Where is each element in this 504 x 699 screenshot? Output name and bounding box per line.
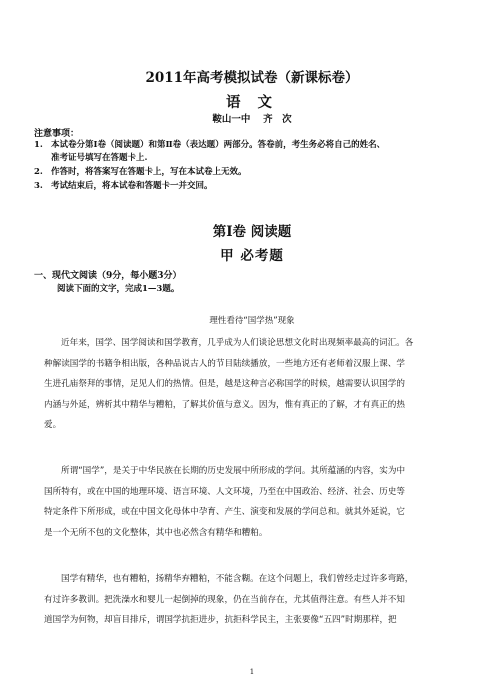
note-item [34,166,474,179]
note-item [34,180,474,193]
question-instruction: 阅读下面的文字，完成1—3题。 [57,284,180,294]
question-heading: 一、现代文阅读（9分，每小题3分） [34,271,182,281]
author-line: 鞍山一中 齐 次 [212,114,292,125]
note-item [34,139,474,165]
note-text: 考试结束后，将本试卷和答题卡一并交回。 [51,181,213,191]
exam-title: 2011年高考模拟试卷（新课标卷） [145,70,359,86]
article-paragraph [44,569,464,631]
notes-heading: 注意事项： [34,129,80,139]
page-number: 1 [249,668,255,676]
section-title: 甲 必考题 [220,248,284,264]
paragraph-line: 国所特有，或在中国的地理环境、语言环境、人文环境，乃至在中国政治、经济、社会、历史等 [44,486,405,497]
paragraph-line: 特定条件下所形成，或在中国文化母体中孕育、产生、演变和发展的学问总和。就其外延说，它 [44,507,405,517]
article-paragraph [44,333,464,436]
part-title: 第Ⅰ卷 阅读题 [212,224,292,240]
note-continuation: 准考证号填写在答题卡上. [51,153,148,163]
paragraph-line: 是一个无所不包的文化整体，其中也必然含有精华和糟粕。 [44,527,268,538]
note-number: 2. [34,167,43,177]
note-text: 本试卷分第Ⅰ卷（阅读题）和第Ⅱ卷（表达题）两部分。答卷前，考生务必将自己的姓名、 [51,140,386,150]
paragraph-line: 所谓“国学”，是关于中华民族在长期的历史发展中所形成的学问。其所蕴涵的内容，实为中 [61,466,406,476]
paragraph-line: 道国学为何物，却盲目排斥，谓国学抗拒进步，抗拒科学民主，主张要像“五四”时期那样，把 [44,615,397,625]
paragraph-line: 有过许多教训。把洗澡水和婴儿一起倒掉的现象，仍在当前存在，尤其值得注意。有些人并不知 [44,594,405,605]
article-title: 理性看待“国学热”现象 [209,316,295,326]
paragraph-line: 内涵与外延，辨析其中精华与糟粕，了解其价值与意义。因为，惟有真正的了解，才有真正的热 [44,399,405,410]
note-text: 作答时，将答案写在答题卡上，写在本试卷上无效。 [51,167,247,177]
note-number: 1. [34,140,43,150]
paragraph-line: 爱。 [44,420,62,430]
paragraph-line: 国学有精华，也有糟粕，扬精华弃糟粕，不能含糊。在这个问题上，我们曾经走过许多弯路， [61,574,414,584]
paragraph-line: 生进孔庙祭拜的事情，足见人们的热情。但是，越是这种言必称国学的时候，越需要认识国学的 [44,379,405,389]
article-paragraph [44,461,464,543]
paragraph-line: 近年来，国学、国学阅读和国学教育，几乎成为人们谈论思想文化时出现频率最高的词汇。各 [61,338,414,348]
subject-heading: 语 文 [225,94,279,111]
note-number: 3. [34,181,43,191]
paragraph-line: 种解读国学的书籍争相出版，各种品说古人的节目陆续播放，一些地方还有老师着汉服上课、学 [44,358,405,369]
